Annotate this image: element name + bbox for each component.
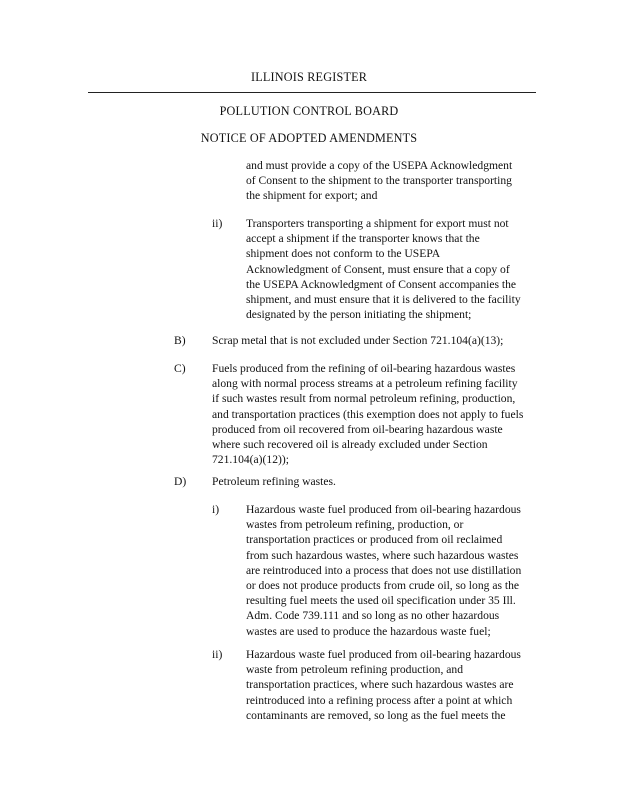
paragraph-line: Hazardous waste fuel produced from oil-bearing hazardous (246, 503, 521, 516)
paragraph-line: of Consent to the shipment to the transporter transporting (246, 174, 512, 188)
paragraph-line: and transportation practices (this exemption does not apply to fuels (212, 407, 524, 421)
paragraph-line: accept a shipment if the transporter knows that the (246, 232, 480, 246)
paragraph-line: shipment, and must ensure that it is delivered to the facility (246, 293, 521, 307)
subsection-b-label: B) (174, 334, 186, 347)
paragraph-line: Hazardous waste fuel produced from oil-bearing hazardous (246, 648, 521, 661)
subsection-ii-label: ii) (212, 217, 223, 230)
paragraph-line: transportation practices or produced from oil reclaimed (246, 533, 503, 547)
paragraph-line: Scrap metal that is not excluded under Section 721.104(a)(13); (212, 334, 504, 347)
paragraph-line: if such wastes result from normal petroleum refining, production, (212, 392, 516, 406)
paragraph-line: the shipment for export; and (246, 189, 378, 203)
continued-paragraph (246, 158, 512, 204)
paragraph-line: Adm. Code 739.111 and so long as no other hazardous (246, 609, 500, 623)
paragraph-line: from such hazardous wastes, where such hazardous wastes (246, 548, 519, 562)
notice-title: NOTICE OF ADOPTED AMENDMENTS (200, 131, 418, 145)
paragraph-line: produced from oil recovered from oil-bearing hazardous waste (212, 422, 503, 436)
paragraph-line: wastes are used to produce the hazardous waste fuel; (246, 624, 491, 638)
subsection-b-paragraph (212, 333, 503, 348)
paragraph-line: Fuels produced from the refining of oil-bearing hazardous wastes (212, 362, 516, 375)
subsection-d-label: D) (174, 475, 187, 488)
paragraph-line: resulting fuel meets the used oil specification under 35 Ill. (246, 594, 516, 608)
paragraph-line: and must provide a copy of the USEPA Acknowledgment (246, 159, 513, 172)
paragraph-line: designated by the person initiating the shipment; (246, 308, 472, 322)
subsection-d-i-label: i) (212, 503, 220, 516)
paragraph-line: wastes from petroleum refining, production, or (246, 518, 464, 532)
paragraph-line: where such recovered oil is already excluded under Section (212, 438, 488, 452)
paragraph-line: 721.104(a)(12)); (212, 453, 289, 467)
paragraph-line: along with normal process streams at a petroleum refining facility (212, 377, 518, 391)
subsection-c-paragraph (212, 361, 523, 467)
paragraph-line: are reintroduced into a process that does not use distillation (246, 563, 522, 577)
subsection-c-label: C) (174, 362, 186, 375)
paragraph-line: reintroduced into a refining process after a point at which (246, 693, 513, 707)
register-title: ILLINOIS REGISTER (250, 70, 368, 84)
header-rule (88, 92, 536, 93)
subsection-d-i-paragraph (246, 502, 521, 639)
subsection-d-heading (212, 474, 336, 489)
subsection-d-ii-label: ii) (212, 648, 223, 661)
board-title: POLLUTION CONTROL BOARD (219, 104, 399, 118)
paragraph-line: the USEPA Acknowledgment of Consent accompanies the (246, 277, 517, 291)
paragraph-line: shipment does not conform to the USEPA (246, 247, 441, 261)
subsection-ii-paragraph (246, 216, 521, 322)
paragraph-line: contaminants are removed, so long as the fuel meets the (246, 708, 506, 722)
paragraph-line: Transporters transporting a shipment for export must not (246, 217, 509, 230)
subsection-d-ii-paragraph (246, 647, 521, 723)
paragraph-line: transportation practices, where such hazardous wastes are (246, 678, 514, 692)
paragraph-line: waste from petroleum refining production, and (246, 663, 463, 677)
paragraph-line: Acknowledgment of Consent, must ensure that a copy of (246, 262, 510, 276)
paragraph-line: or does not produce products from crude oil, so long as the (246, 579, 520, 593)
paragraph-line: Petroleum refining wastes. (212, 475, 336, 488)
